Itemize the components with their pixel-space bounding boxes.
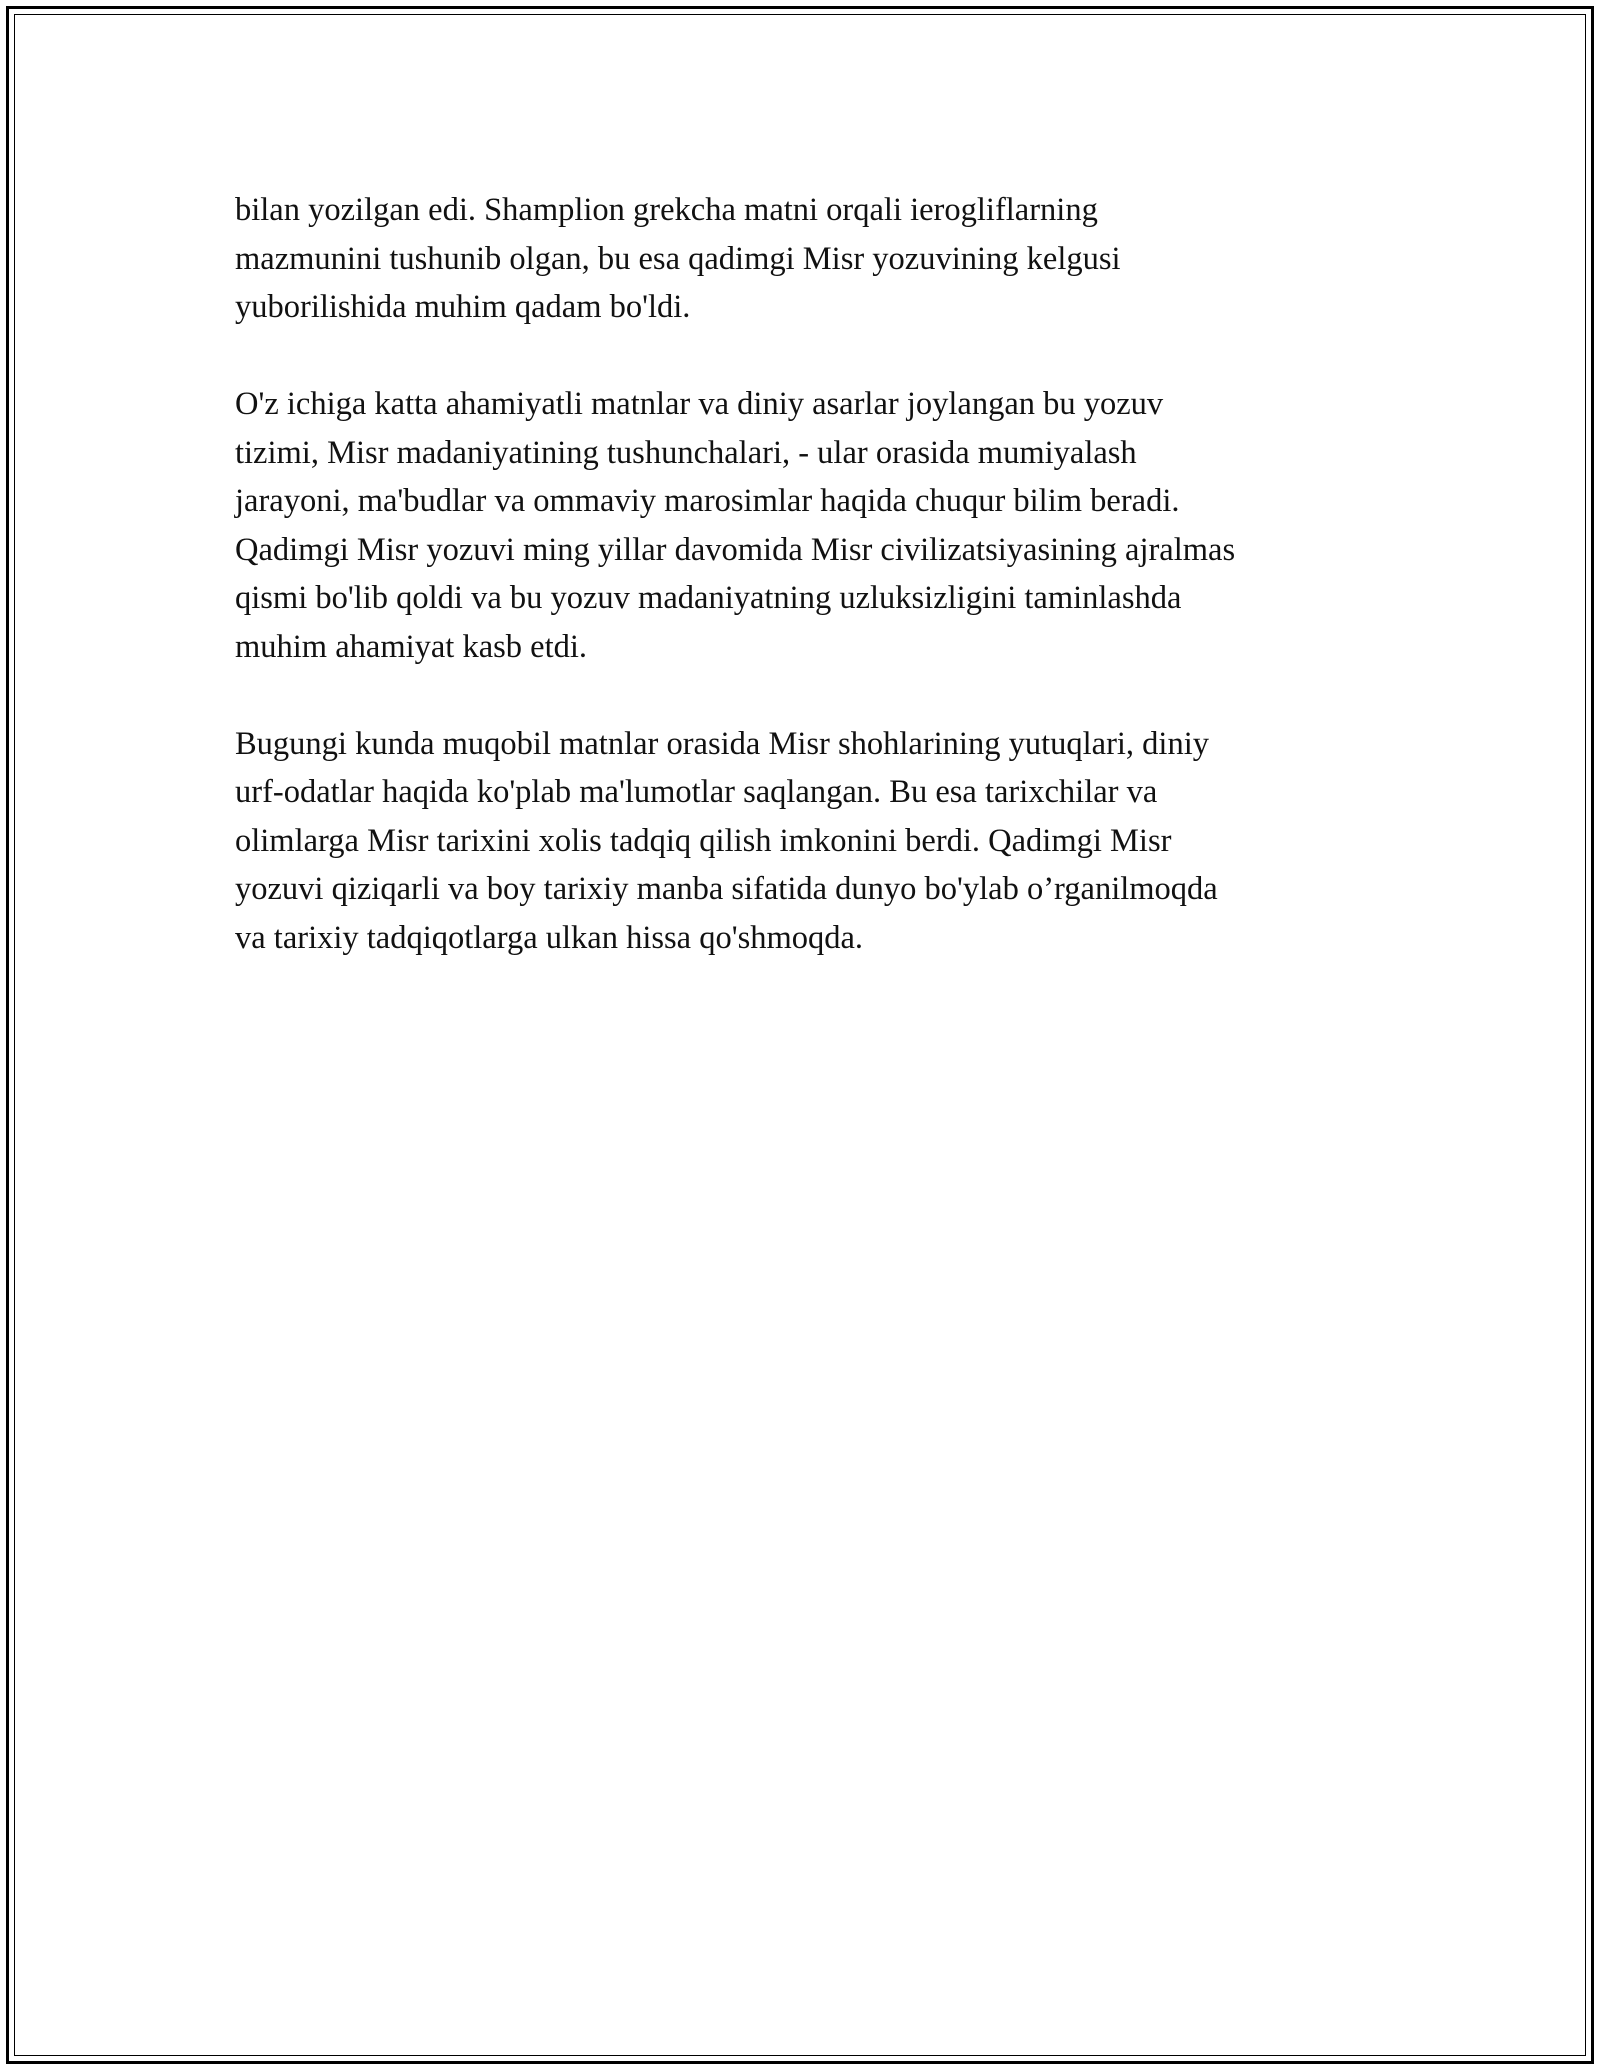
paragraph-3: Bugungi kunda muqobil matnlar orasida Misr shohlarining yutuqlari, diniy urf-odatlar haqida ko'plab ma'lumotlar saqlangan. Bu esa tarixchilar va olimlarga Misr tarixini xolis tadqiq qilish imkonini berdi. Qadimgi Misr yozuvi qiziqarli va boy tarixiy manba sifatida dunyo bo'ylab o’rganilmoqda va tarixiy tadqiqotlarga ulkan hissa qo'shmoqda. — [235, 725, 1218, 956]
document-body — [235, 186, 1395, 1011]
paragraph-2: O'z ichiga katta ahamiyatli matnlar va diniy asarlar joylangan bu yozuv tizimi, Misr madaniyatining tushunchalari, - ular orasida mumiyalash jarayoni, ma'budlar va ommaviy marosimlar haqida chuqur bilim beradi. Qadimgi Misr yozuvi ming yillar davomida Misr civilizatsiyasining ajralmas qismi bo'lib qoldi va bu yozuv madaniyatning uzluksizligini taminlashda muhim ahamiyat kasb etdi. — [235, 386, 1236, 665]
paragraph-1: bilan yozilgan edi. Shamplion grekcha matni orqali ierogliflarning mazmunini tushunib olgan, bu esa qadimgi Misr yozuvining kelgusi yuborilishida muhim qadam bo'ldi. — [235, 192, 1121, 325]
